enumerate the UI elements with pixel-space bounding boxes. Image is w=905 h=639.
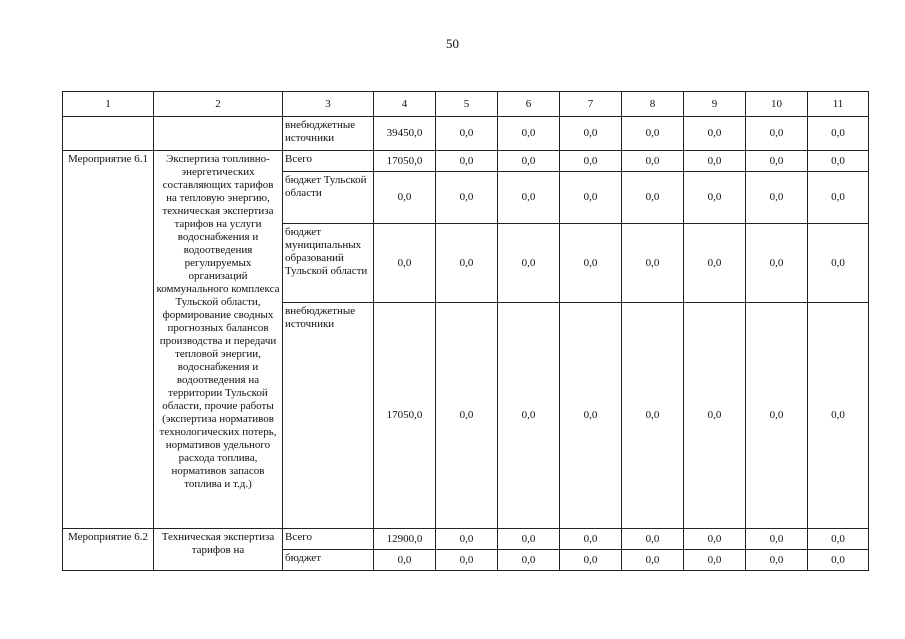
value-cell: 0,0: [746, 172, 808, 224]
value-cell: 0,0: [808, 529, 869, 550]
value-cell: 0,0: [684, 550, 746, 571]
value-cell: 0,0: [436, 224, 498, 303]
value-cell: 0,0: [746, 303, 808, 529]
value-cell: 0,0: [436, 529, 498, 550]
table-row: [63, 529, 869, 550]
value-cell: 0,0: [622, 529, 684, 550]
value-cell: 0,0: [808, 550, 869, 571]
column-header: 10: [746, 92, 808, 117]
funding-source-cell: бюджет муниципальных образований Тульской области: [283, 224, 374, 303]
description-cell: Экспертиза топливно-энергетических составляющих тарифов на тепловую энергию, техническая экспертиза тарифов на услуги водоснабжения и водоотведения регулируемых организаций коммунального комплекса Тульской области, формирование сводных прогнозных балансов производства и передачи тепловой энергии, водоснабжения и водоотведения на территории Тульской области, прочие работы (экспертиза нормативов технологических потерь, нормативов удельного расхода топлива, нормативов запасов топлива и т.д.): [154, 151, 283, 529]
column-header: 9: [684, 92, 746, 117]
value-cell: 0,0: [436, 303, 498, 529]
value-cell: 39450,0: [374, 117, 436, 151]
funding-source-cell: внебюджетные источники: [283, 303, 374, 529]
column-header: 5: [436, 92, 498, 117]
value-cell: 0,0: [374, 172, 436, 224]
value-cell: 12900,0: [374, 529, 436, 550]
event-cell: Мероприятие 6.1: [63, 151, 154, 529]
column-header: 1: [63, 92, 154, 117]
column-header: 7: [560, 92, 622, 117]
value-cell: 0,0: [684, 529, 746, 550]
value-cell: 0,0: [436, 550, 498, 571]
event-cell: Мероприятие 6.2: [63, 529, 154, 571]
value-cell: 0,0: [684, 224, 746, 303]
column-header: 11: [808, 92, 869, 117]
value-cell: 0,0: [622, 117, 684, 151]
column-header: 6: [498, 92, 560, 117]
value-cell: 0,0: [436, 151, 498, 172]
value-cell: 0,0: [622, 303, 684, 529]
value-cell: 0,0: [622, 550, 684, 571]
table-body: [63, 92, 869, 571]
value-cell: 0,0: [808, 224, 869, 303]
funding-source-cell: Всего: [283, 151, 374, 172]
value-cell: 0,0: [808, 303, 869, 529]
value-cell: 0,0: [746, 117, 808, 151]
value-cell: 0,0: [498, 172, 560, 224]
header-row: [63, 92, 869, 117]
table-row: [63, 151, 869, 172]
value-cell: 0,0: [560, 117, 622, 151]
description-cell: [154, 117, 283, 151]
funding-source-cell: бюджет: [283, 550, 374, 571]
value-cell: 0,0: [808, 151, 869, 172]
budget-table: [62, 91, 869, 571]
table-row: [63, 117, 869, 151]
value-cell: 0,0: [498, 151, 560, 172]
value-cell: 0,0: [498, 224, 560, 303]
value-cell: 0,0: [746, 550, 808, 571]
value-cell: 0,0: [684, 172, 746, 224]
value-cell: 0,0: [436, 117, 498, 151]
value-cell: 0,0: [560, 529, 622, 550]
value-cell: 0,0: [746, 151, 808, 172]
value-cell: 0,0: [498, 117, 560, 151]
column-header: 8: [622, 92, 684, 117]
value-cell: 0,0: [498, 303, 560, 529]
value-cell: 0,0: [746, 529, 808, 550]
value-cell: 0,0: [560, 151, 622, 172]
value-cell: 0,0: [560, 303, 622, 529]
value-cell: 0,0: [808, 117, 869, 151]
funding-source-cell: бюджет Тульской области: [283, 172, 374, 224]
value-cell: 0,0: [684, 151, 746, 172]
column-header: 3: [283, 92, 374, 117]
value-cell: 0,0: [684, 117, 746, 151]
value-cell: 0,0: [560, 224, 622, 303]
funding-source-cell: Всего: [283, 529, 374, 550]
value-cell: 0,0: [746, 224, 808, 303]
value-cell: 0,0: [622, 151, 684, 172]
value-cell: 0,0: [808, 172, 869, 224]
value-cell: 0,0: [436, 172, 498, 224]
funding-source-cell: внебюджетные источники: [283, 117, 374, 151]
value-cell: 0,0: [622, 224, 684, 303]
value-cell: 17050,0: [374, 303, 436, 529]
value-cell: 17050,0: [374, 151, 436, 172]
value-cell: 0,0: [560, 172, 622, 224]
event-cell: [63, 117, 154, 151]
page-number: 50: [446, 36, 459, 51]
value-cell: 0,0: [622, 172, 684, 224]
value-cell: 0,0: [498, 550, 560, 571]
value-cell: 0,0: [374, 550, 436, 571]
description-cell: Техническая экспертиза тарифов на: [154, 529, 283, 571]
value-cell: 0,0: [684, 303, 746, 529]
value-cell: 0,0: [498, 529, 560, 550]
column-header: 2: [154, 92, 283, 117]
value-cell: 0,0: [374, 224, 436, 303]
value-cell: 0,0: [560, 550, 622, 571]
column-header: 4: [374, 92, 436, 117]
